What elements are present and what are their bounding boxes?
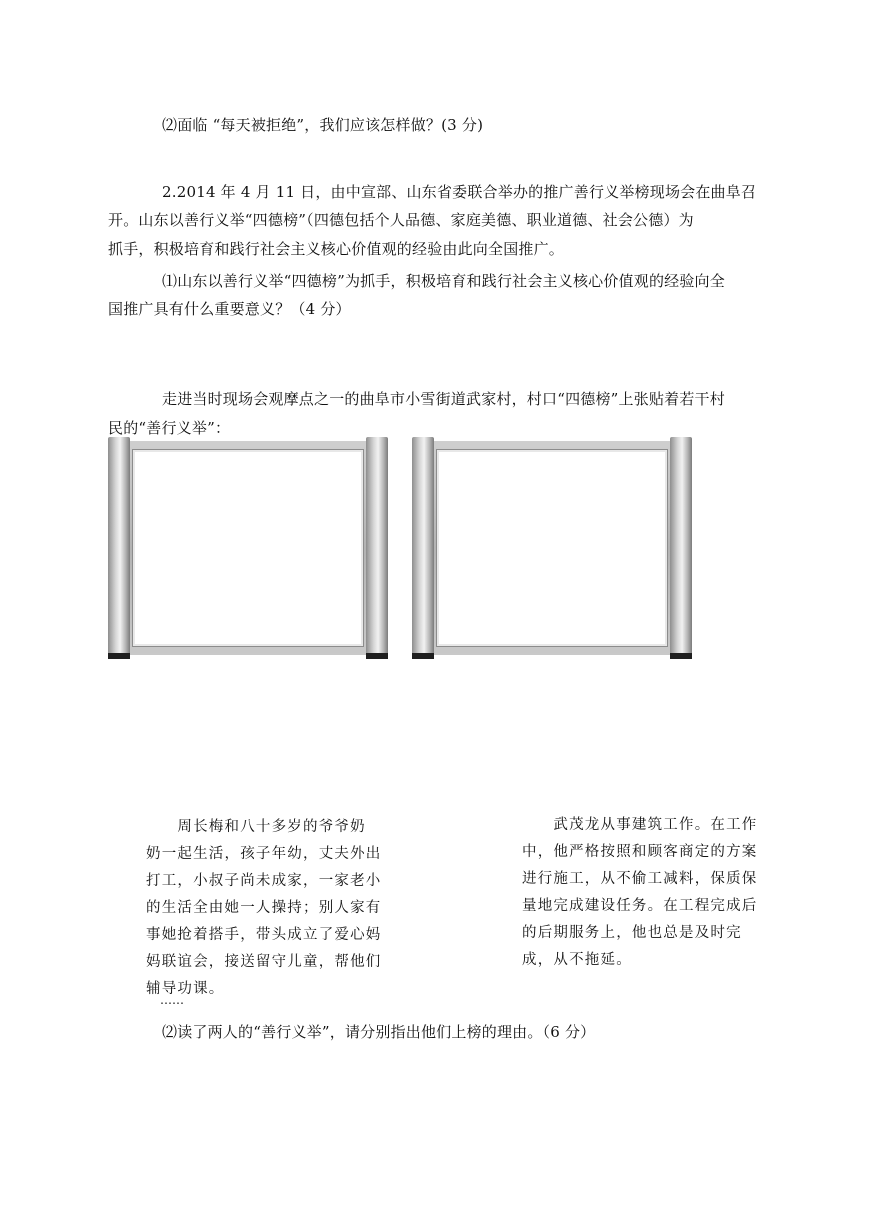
scroll-rod: [108, 437, 130, 659]
subquestion-line: ⑴山东以善行义举“四德榜”为抓手，积极培育和践行社会主义核心价值观的经验向全: [162, 272, 725, 290]
village-line: 民的“善行义举”：: [108, 419, 231, 437]
question-2-subquestion-2: ⑵读了两人的“善行义举”，请分别指出他们上榜的理由。（6 分）: [162, 1023, 596, 1041]
scroll-rod: [670, 437, 692, 659]
intro-line: 2.2014 年 4 月 11 日，由中宣部、山东省委联合举办的推广善行义举榜现场会在曲阜召: [162, 183, 757, 201]
scroll-backing: [426, 441, 678, 655]
scroll-backing: [122, 441, 374, 655]
scroll-paper: [436, 449, 668, 647]
question-2-previous-subquestion: ⑵面临 “每天被拒绝”，我们应该怎样做？(3 分): [162, 116, 484, 134]
subquestion-line: 国推广具有什么重要意义？（4 分）: [108, 300, 351, 318]
village-line: 走进当时现场会观摩点之一的曲阜市小雪街道武家村，村口“四德榜”上张贴着若干村: [162, 390, 725, 408]
scroll-paper: [132, 449, 364, 647]
scroll-rod: [412, 437, 434, 659]
story-zhou-changmei: 周长梅和八十多岁的爷爷奶 奶一起生活，孩子年幼，丈夫外出 打工，小叔子尚未成家，一家老小 的生活全由她一人操持；别人家有 事她抢着搭手，带头成立了爱心妈 妈联谊会，接送留守儿童，帮他们 辅导功课。: [146, 819, 382, 997]
ellipsis: ……: [160, 993, 184, 1007]
scroll-rod: [366, 437, 388, 659]
honor-board-scroll-right: [412, 437, 692, 659]
intro-line: 开。山东以善行义举“四德榜”（四德包括个人品德、家庭美德、职业道德、社会公德）为: [108, 211, 694, 229]
honor-board-scroll-left: [108, 437, 388, 659]
intro-line: 抓手，积极培育和践行社会主义核心价值观的经验由此向全国推广。: [108, 240, 565, 258]
story-wu-maolong: 武茂龙从事建筑工作。在工作 中，他严格按照和顾客商定的方案 进行施工，从不偷工减料，保质保 量地完成建设任务。在工程完成后 的后期服务上，他也总是及时完 成，从不拖延。: [522, 817, 758, 968]
